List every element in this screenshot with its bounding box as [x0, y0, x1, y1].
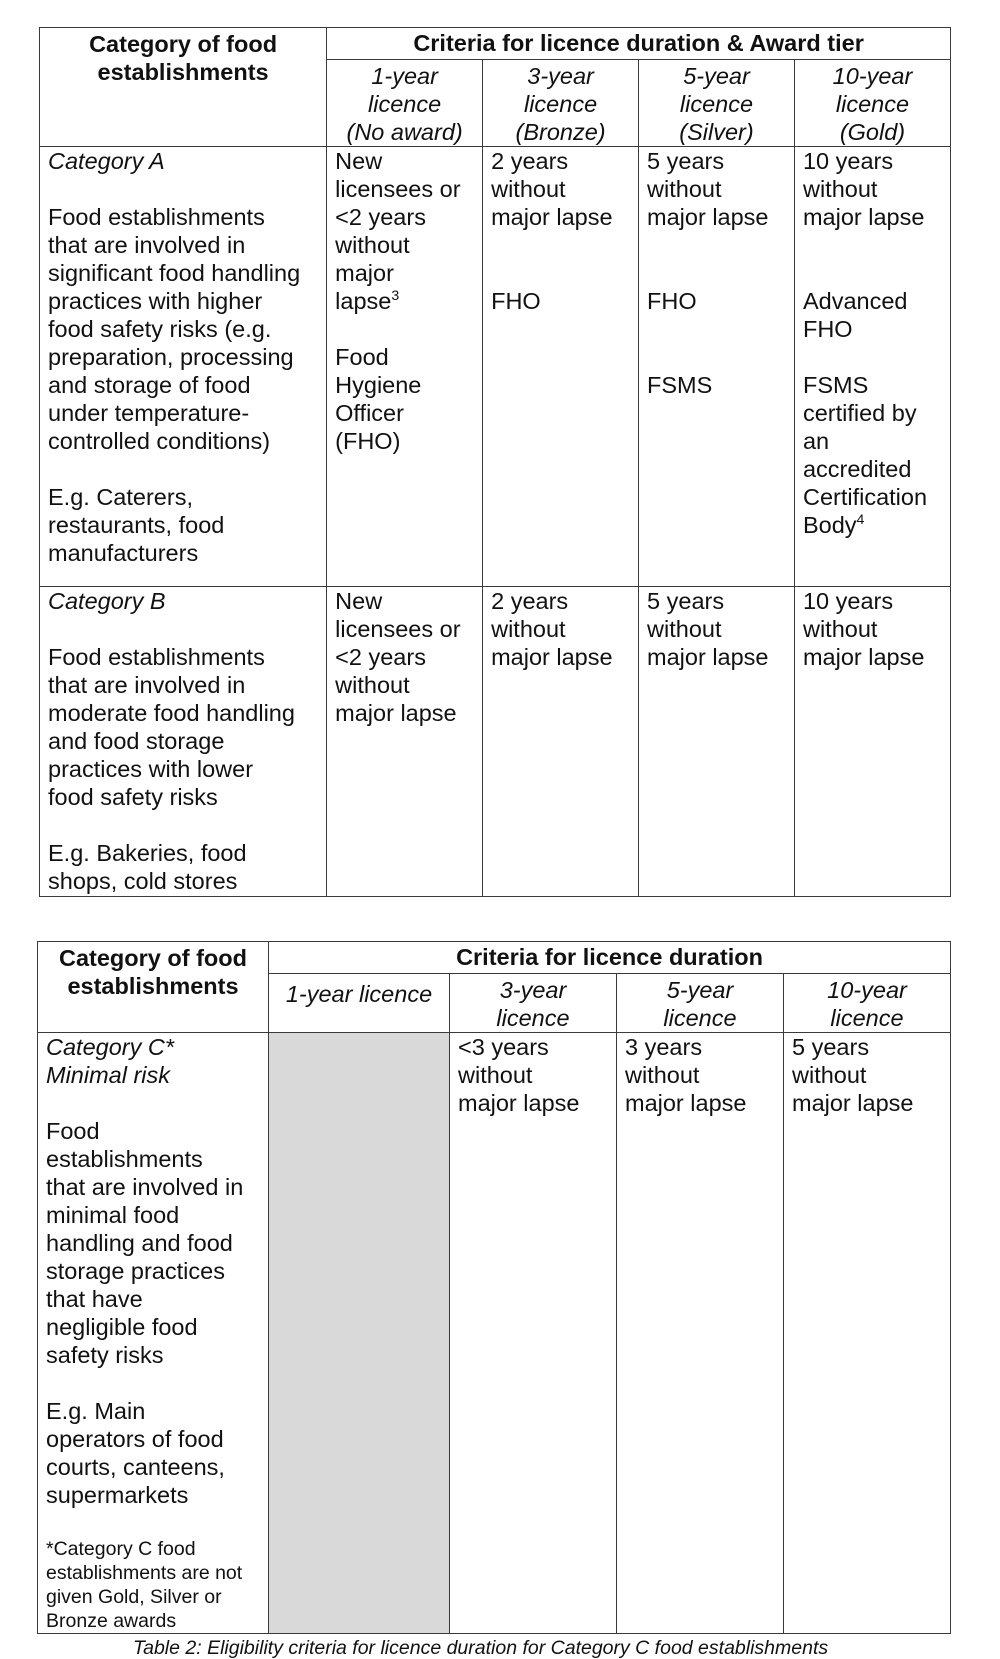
category-b-10-year-cell: 10 years without major lapse [794, 587, 950, 897]
category-a-10-year-cell: 10 years without major lapse Advanced FHO FSMS certified by an accredited Certification Body$^4$ [794, 147, 950, 587]
footnote-ref-4: 4 [856, 511, 865, 528]
category-c-footnote: *Category C food establishments are not given Gold, Silver or Bronze awards [46, 1538, 243, 1632]
category-a-name: Category A [48, 148, 165, 174]
licence-criteria-table-ab [39, 27, 951, 897]
category-b-1-year-cell: New licensees or <2 years without major lapse [327, 587, 483, 897]
category-b-5-year-cell: 5 years without major lapse [639, 587, 795, 897]
category-a-5-year-cell: 5 years without major lapse FHO FSMS [639, 147, 795, 587]
category-c-description-cell: Category C* Minimal risk Food establishments that are involved in minimal food handling and food storage practices that have negligible food safety risks E.g. Main operators of food courts, canteens, supermarkets *Category C food establishments are not given Gold, Silver or Bronze awards [38, 1033, 269, 1634]
tier-header-1-year: 1-year licence (No award) [327, 60, 483, 147]
tier-header-3-year: 3-year licence (Bronze) [483, 60, 639, 147]
tier-header-5-year: 5-year licence [617, 974, 784, 1033]
table-caption: Table 2: Eligibility criteria for licence duration for Category C food establishments [133, 1637, 829, 1659]
tier-header-5-year: 5-year licence (Silver) [639, 60, 795, 147]
category-column-header: Category of food establishments [38, 942, 269, 1033]
category-b-name: Category B [48, 588, 166, 614]
category-c-5-year-cell: 3 years without major lapse [617, 1033, 784, 1634]
footnote-ref-3: 3 [391, 287, 400, 304]
table-row-category-b [40, 587, 951, 897]
category-a-1-year-cell: New licensees or <2 years without major lapse$^3$ Food Hygiene Officer (FHO) [327, 147, 483, 587]
category-column-header: Category of food establishments [40, 28, 327, 147]
category-c-10-year-cell: 5 years without major lapse [784, 1033, 951, 1634]
category-a-3-year-cell: 2 years without major lapse FHO [483, 147, 639, 587]
tier-header-1-year: 1-year licence [269, 974, 450, 1033]
criteria-header: Criteria for licence duration [269, 942, 951, 974]
criteria-award-tier-header: Criteria for licence duration & Award tier [327, 28, 951, 60]
tier-header-10-year: 10-year licence [784, 974, 951, 1033]
category-c-name: Category C* [46, 1034, 174, 1060]
licence-criteria-table-c [37, 941, 951, 1634]
tier-header-10-year: 10-year licence (Gold) [794, 60, 950, 147]
category-a-description-cell: Category A Food establishments that are involved in significant food handling practices with higher food safety risks (e.g. preparation, processing and storage of food under temperature- controlled conditions) E.g. Caterers, restaurants, food manufacturers [40, 147, 327, 587]
category-c-3-year-cell: <3 years without major lapse [450, 1033, 617, 1634]
table-row-category-c [38, 1033, 951, 1634]
category-c-1-year-cell-empty [269, 1033, 450, 1634]
category-b-description-cell: Category B Food establishments that are involved in moderate food handling and food storage practices with lower food safety risks E.g. Bakeries, food shops, cold stores [40, 587, 327, 897]
table-row-category-a [40, 147, 951, 587]
category-b-3-year-cell: 2 years without major lapse [483, 587, 639, 897]
tier-header-3-year: 3-year licence [450, 974, 617, 1033]
